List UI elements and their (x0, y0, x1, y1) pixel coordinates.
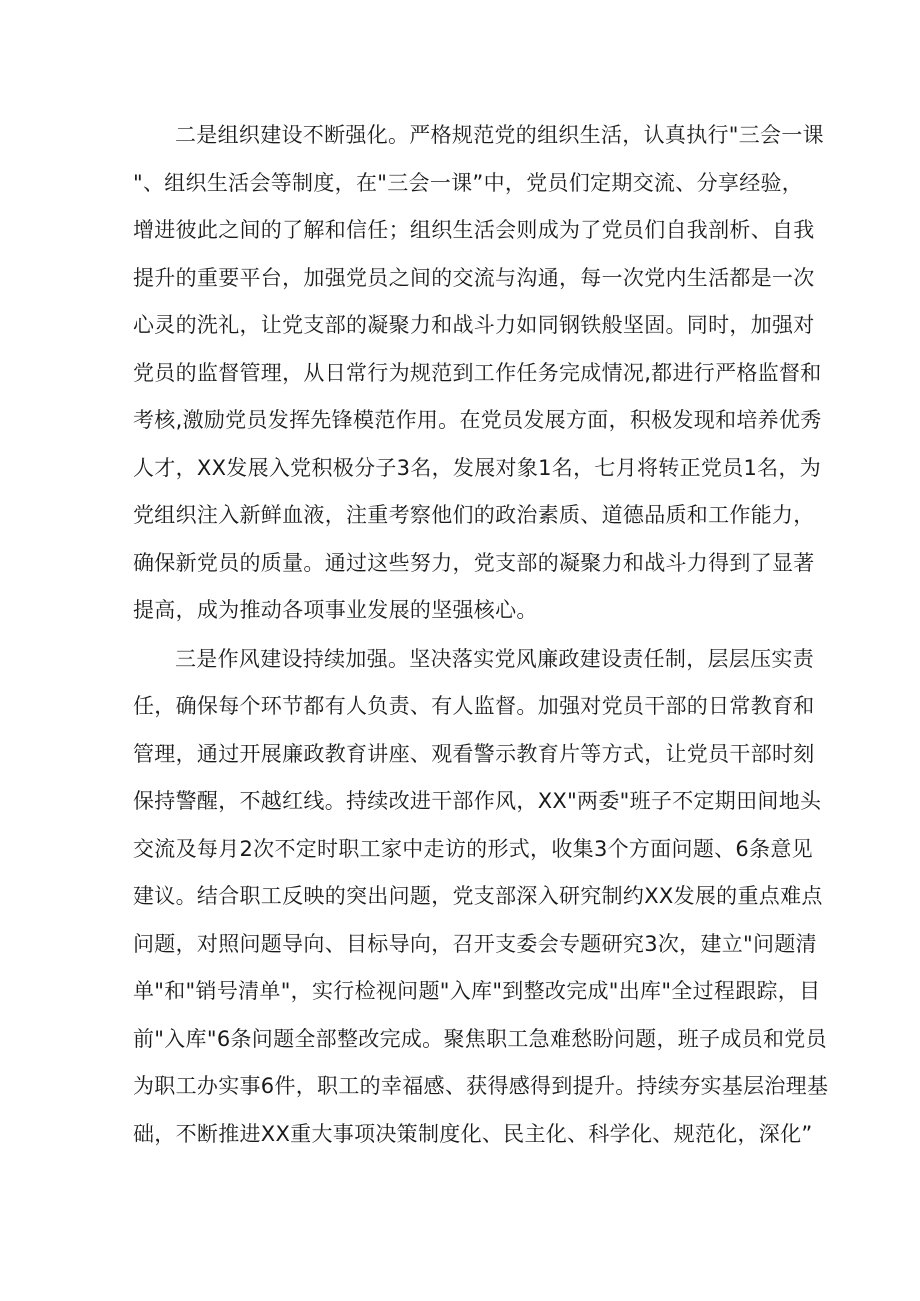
text-line: 提高，成为推动各项事业发展的坚强核心。 (133, 598, 538, 622)
text-line: 保持警醒，不越红线。持续改进干部作风，XX"两委"班子不定期田间地头 (133, 789, 822, 813)
text-line: 交流及每月2次不定时职工家中走访的形式，收集3个方面问题、6条意见 (133, 836, 813, 861)
text-line: 任，确保每个环节都有人负责、有人监督。加强对党员干部的日常教育和 (133, 694, 815, 718)
text-line: 党员的监督管理，从日常行为规范到工作任务完成情况,都进行严格监督和 (133, 360, 822, 385)
text-line: 单"和"销号清单"，实行检视问题"入库"到整改完成"出库"全过程跟踪，目 (133, 979, 821, 1003)
paragraph-organization-building (133, 112, 824, 635)
text-line: "、组织生活会等制度，在"三会一课”中，党员们定期交流、分享经验， (133, 170, 804, 195)
text-line: 党组织注入新鲜血液，注重考察他们的政治素质、道德品质和工作能力， (133, 503, 815, 527)
text-line: 前"入库"6条问题全部整改完成。聚焦职工急难愁盼问题，班子成员和党员 (133, 1026, 827, 1051)
text-line: 管理，通过开展廉政教育讲座、观看警示教育片等方式，让党员干部时刻 (133, 741, 815, 766)
text-line: 增进彼此之间的了解和信任；组织生活会则成为了党员们自我剖析、自我 (133, 218, 815, 242)
text-line: 二是组织建设不断强化。严格规范党的组织生活，认真执行"三会一课 (175, 123, 824, 147)
text-line: 考核,激励党员发挥先锋模范作用。在党员发展方面，积极发现和培养优秀 (133, 408, 822, 432)
text-line: 为职工办实事6件，职工的幸福感、获得感得到提升。持续夯实基层治理基 (133, 1074, 829, 1098)
text-line: 人才，XX发展入党积极分子3名，发展对象1名，七月将转正党员1名，为 (133, 455, 822, 480)
body-text (133, 112, 829, 1158)
text-line: 心灵的洗礼，让党支部的凝聚力和战斗力如同钢铁般坚固。同时，加强对 (133, 313, 815, 337)
text-line: 确保新党员的质量。通过这些努力，党支部的凝聚力和战斗力得到了显著 (133, 550, 815, 575)
text-line: 三是作风建设持续加强。坚决落实党风廉政建设责任制，层层压实责 (175, 646, 814, 671)
text-line: 问题，对照问题导向、目标导向，召开支委会专题研究3次，建立"问题清 (133, 931, 817, 956)
paragraph-work-style-building (133, 636, 829, 1159)
text-line: 础，不断推进XX重大事项决策制度化、民主化、科学化、规范化，深化” (133, 1121, 813, 1146)
text-line: 建议。结合职工反映的突出问题，党支部深入研究制约XX发展的重点难点 (133, 884, 823, 908)
text-line: 提升的重要平台，加强党员之间的交流与沟通，每一次党内生活都是一次 (133, 265, 815, 290)
